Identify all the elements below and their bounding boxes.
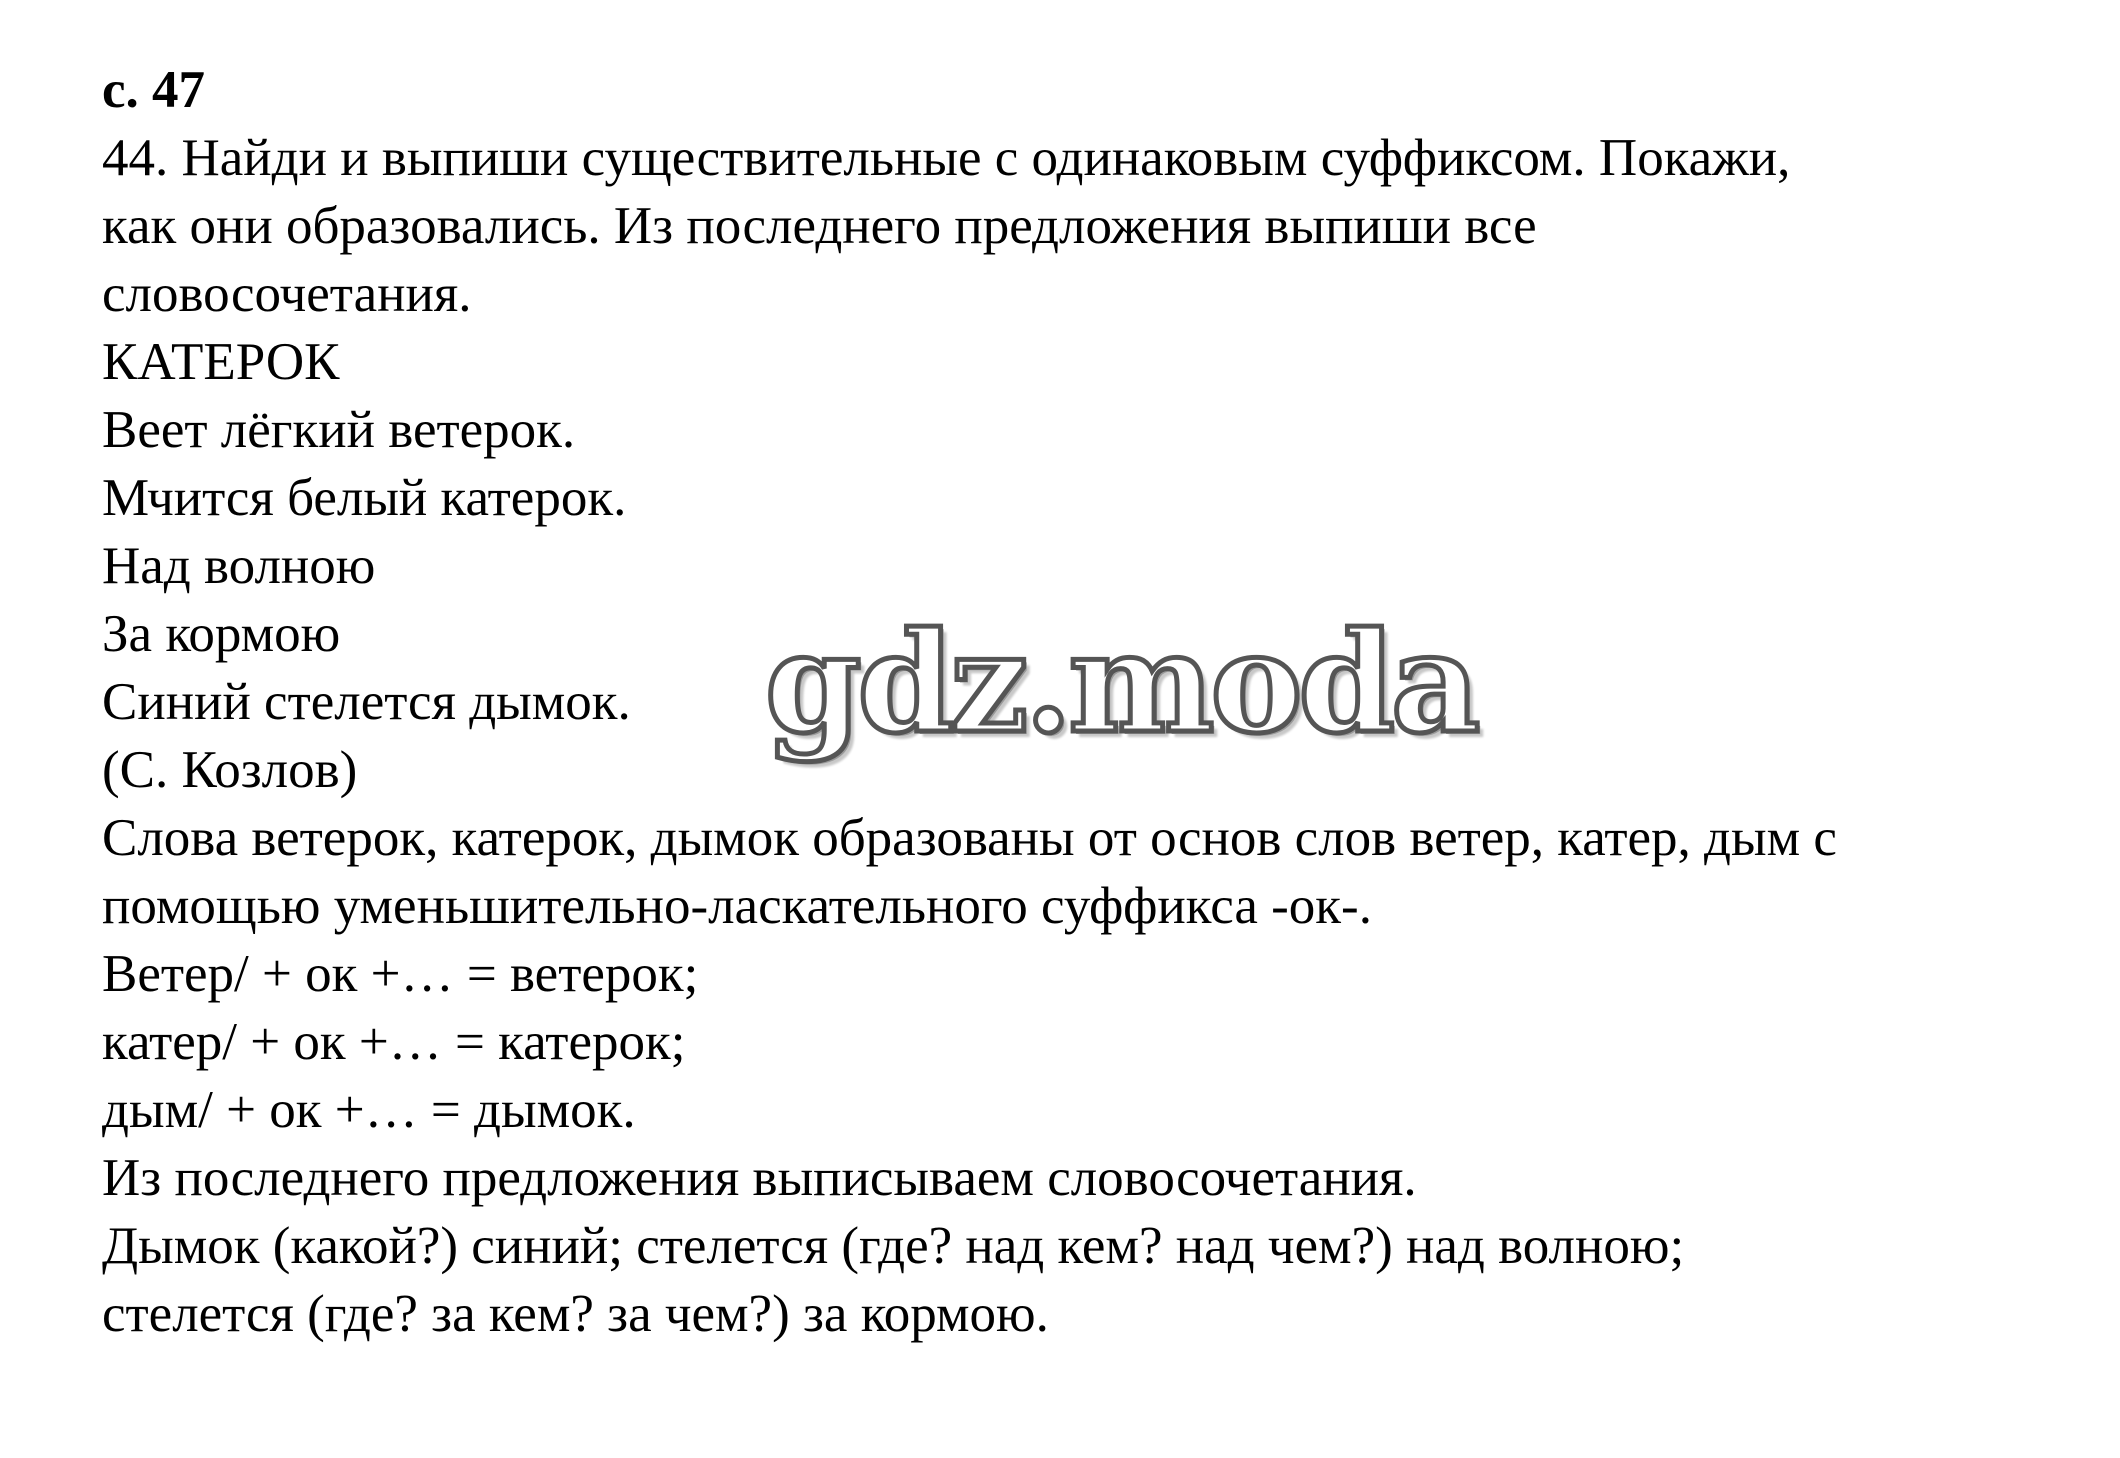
poem-line: Мчится белый катерок. — [102, 469, 627, 527]
poem-line: Над волною — [102, 537, 376, 595]
watermark-logo: gdz.moda — [765, 601, 1477, 764]
task-text-line: 44. Найди и выпиши существительные с одинаковым суффиксом. Покажи, — [102, 129, 1791, 187]
answer-line: помощью уменьшительно-ласкательного суффикса -ок-. — [102, 877, 1372, 935]
answer-line: Ветер/ + ок +… = ветерок; — [102, 945, 699, 1003]
poem-line: Синий стелется дымок. — [102, 673, 631, 731]
poem-line: За кормою — [102, 605, 341, 663]
answer-line: дым/ + ок +… = дымок. — [102, 1081, 636, 1139]
answer-line: стелется (где? за кем? за чем?) за кормою. — [102, 1285, 1049, 1343]
task-text-line: словосочетания. — [102, 265, 472, 323]
answer-line: Дымок (какой?) синий; стелется (где? над кем? над чем?) над волною; — [102, 1217, 1685, 1275]
poem-author: (С. Козлов) — [102, 741, 358, 799]
page-number: с. 47 — [102, 61, 206, 119]
answer-line: Из последнего предложения выписываем словосочетания. — [102, 1149, 1417, 1207]
answer-line: Слова ветерок, катерок, дымок образованы от основ слов ветер, катер, дым с — [102, 809, 1837, 867]
answer-line: катер/ + ок +… = катерок; — [102, 1013, 686, 1071]
poem-line: Веет лёгкий ветерок. — [102, 401, 576, 459]
poem-title: КАТЕРОК — [102, 333, 340, 391]
task-text-line: как они образовались. Из последнего предложения выпиши все — [102, 197, 1537, 255]
